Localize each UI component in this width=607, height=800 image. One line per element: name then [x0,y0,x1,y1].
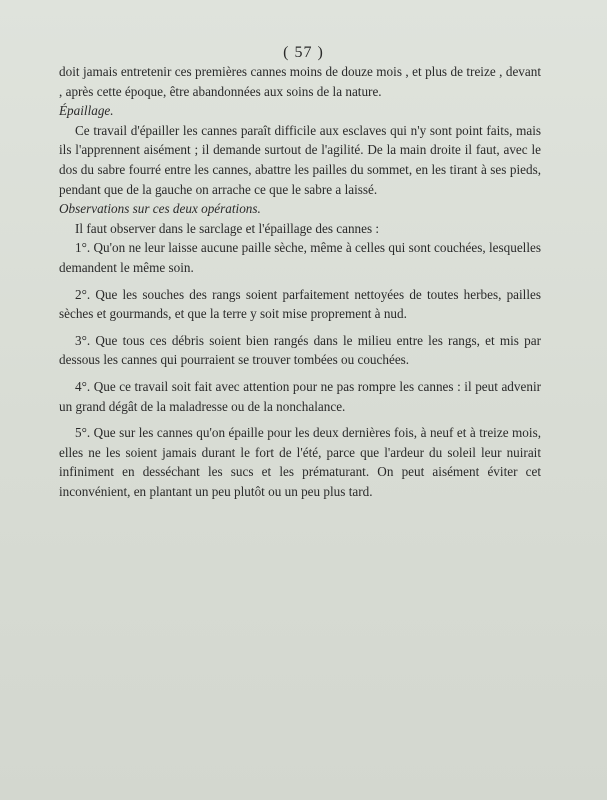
paragraph-epaillage: Ce travail d'épailler les cannes paraît difficile aux esclaves qui n'y sont point faits, mais ils l'apprennent aisément ; il demande surtout de l'agilité. De la main droite il faut, avec le dos du sabre fourré entre les cannes, abattre les pailles du sommet, en les tirant à ses pieds, pendant que de la gauche on arrache ce que le sabre a laissé. [59,122,541,197]
paragraph-observer: Il faut observer dans le sarclage et l'épaillage des cannes : [75,220,380,236]
list-item-5: 5°. Que sur les cannes qu'on épaille pour les deux dernières fois, à neuf et à treize mois, elles ne les soient jamais durant le fort de l'été, parce que l'ardeur du soleil leur nuirait infiniment en desséchant les sucs et les prématurant. On peut aisément éviter cet inconvénient, en plantant un peu plutôt ou un peu plus tard. [59,425,541,499]
list-item-4: 4°. Que ce travail soit fait avec attention pour ne pas rompre les cannes : il peut advenir un grand dégât de la maladresse ou de la nonchalance. [59,378,541,414]
list-item-1: 1°. Qu'on ne leur laisse aucune paille sèche, même à celles qui sont couchées, lesquelles demandent le même soin. [59,240,541,275]
heading-epaillage: Épaillage. [59,103,114,119]
list-item-2: 2°. Que les souches des rangs soient parfaitement nettoyées de toutes herbes, pailles sèches et gourmands, et que la terre y soit mise proprement à nud. [59,286,541,322]
body-text [59,62,541,501]
paragraph-intro: doit jamais entretenir ces premières cannes moins de douze mois , et plus de treize , devant , après cette époque, être abandonnées aux soins de la nature. [59,64,541,99]
heading-observations: Observations sur ces deux opérations. [59,201,261,217]
page-number: ( 57 ) [283,44,324,61]
list-item-3: 3°. Que tous ces débris soient bien rangés dans le milieu entre les rangs, et mis par dessous les cannes qui pourraient se trouver tombées ou couchées. [59,332,541,368]
